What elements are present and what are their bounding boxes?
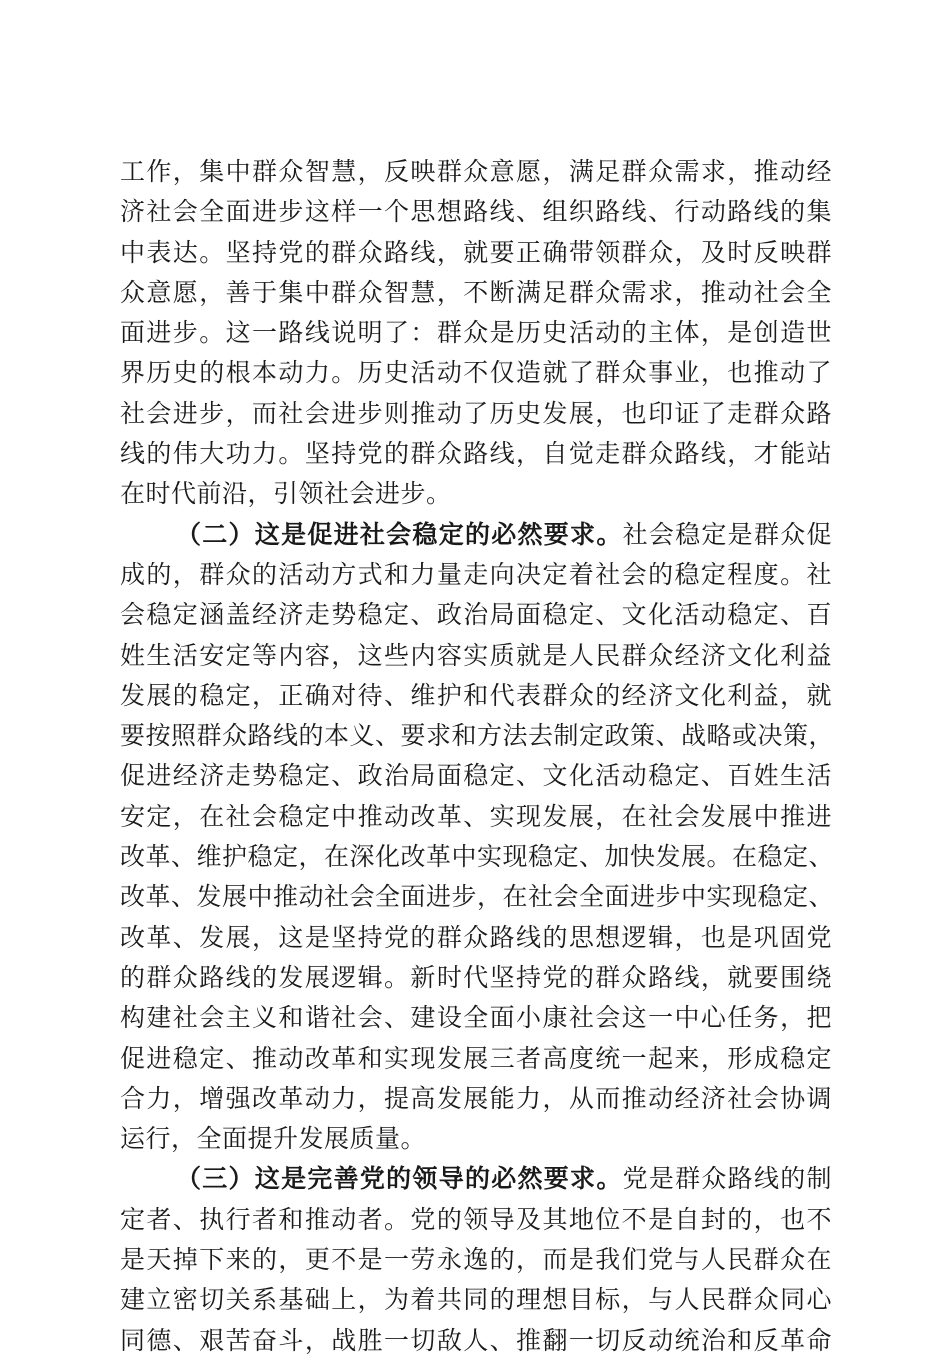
text-line: 发展的稳定，正确对待、维护和代表群众的经济文化利益，就 [120,680,832,710]
text-line: 在时代前沿，引领社会进步。 [120,479,452,509]
text-line: 构建社会主义和谐社会、建设全面小康社会这一中心任务，把 [120,1003,832,1033]
body-text [120,152,835,1361]
text-line: 要按照群众路线的本义、要求和方法去制定政策、战略或决策， [120,721,835,751]
text-line: 合力，增强改革动力，提高发展能力，从而推动经济社会协调 [120,1083,832,1113]
text-run: 党是群众路线的制 [622,1164,832,1194]
section-heading-2: （二）这是促进社会稳定的必然要求。 [176,519,623,549]
text-line: 改革、发展，这是坚持党的群众路线的思想逻辑，也是巩固党 [120,922,832,952]
text-line: 工作，集中群众智慧，反映群众意愿，满足群众需求，推动经 [120,157,832,186]
text-line: 姓生活安定等内容，这些内容实质就是人民群众经济文化利益 [120,640,832,670]
text-line: 改革、发展中推动社会全面进步，在社会全面进步中实现稳定、 [120,882,835,912]
text-line: 同德、艰苦奋斗，战胜一切敌人、推翻一切反动统治和反革命 [120,1325,832,1355]
text-line: 社会进步，而社会进步则推动了历史发展，也印证了走群众路 [120,398,832,428]
text-line-first [120,1159,832,1199]
text-line: 线的伟大功力。坚持党的群众路线，自觉走群众路线，才能站 [120,439,832,469]
text-line: 中表达。坚持党的群众路线，就要正确带领群众，及时反映群 [120,237,832,267]
text-line: 定者、执行者和推动者。党的领导及其地位不是自封的，也不 [120,1204,832,1234]
text-line-first [120,515,832,555]
text-line: 界历史的根本动力。历史活动不仅造就了群众事业，也推动了 [120,358,832,388]
text-line: 的群众路线的发展逻辑。新时代坚持党的群众路线，就要围绕 [120,962,832,992]
paragraph-1 [120,152,832,515]
text-line: 济社会全面进步这样一个思想路线、组织路线、行动路线的集 [120,197,832,227]
section-heading-3: （三）这是完善党的领导的必然要求。 [176,1164,623,1194]
text-line: 建立密切关系基础上，为着共同的理想目标，与人民群众同心 [120,1285,832,1315]
text-line: 面进步。这一路线说明了：群众是历史活动的主体，是创造世 [120,318,832,348]
text-line: 运行，全面提升发展质量。 [120,1124,427,1154]
text-run: 社会稳定是群众促 [622,519,832,549]
text-line: 安定，在社会稳定中推动改革、实现发展，在社会发展中推进 [120,801,832,831]
text-line: 促进经济走势稳定、政治局面稳定、文化活动稳定、百姓生活 [120,761,832,791]
paragraph-3 [120,1159,832,1360]
text-line: 成的，群众的活动方式和力量走向决定着社会的稳定程度。社 [120,559,832,589]
text-line: 众意愿，善于集中群众智慧，不断满足群众需求，推动社会全 [120,277,832,307]
text-line: 是天掉下来的，更不是一劳永逸的，而是我们党与人民群众在 [120,1245,832,1275]
text-line: 会稳定涵盖经济走势稳定、政治局面稳定、文化活动稳定、百 [120,600,832,630]
text-line: 促进稳定、推动改革和实现发展三者高度统一起来，形成稳定 [120,1043,832,1073]
text-line: 改革、维护稳定，在深化改革中实现稳定、加快发展。在稳定、 [120,842,835,872]
paragraph-2 [120,515,835,1160]
